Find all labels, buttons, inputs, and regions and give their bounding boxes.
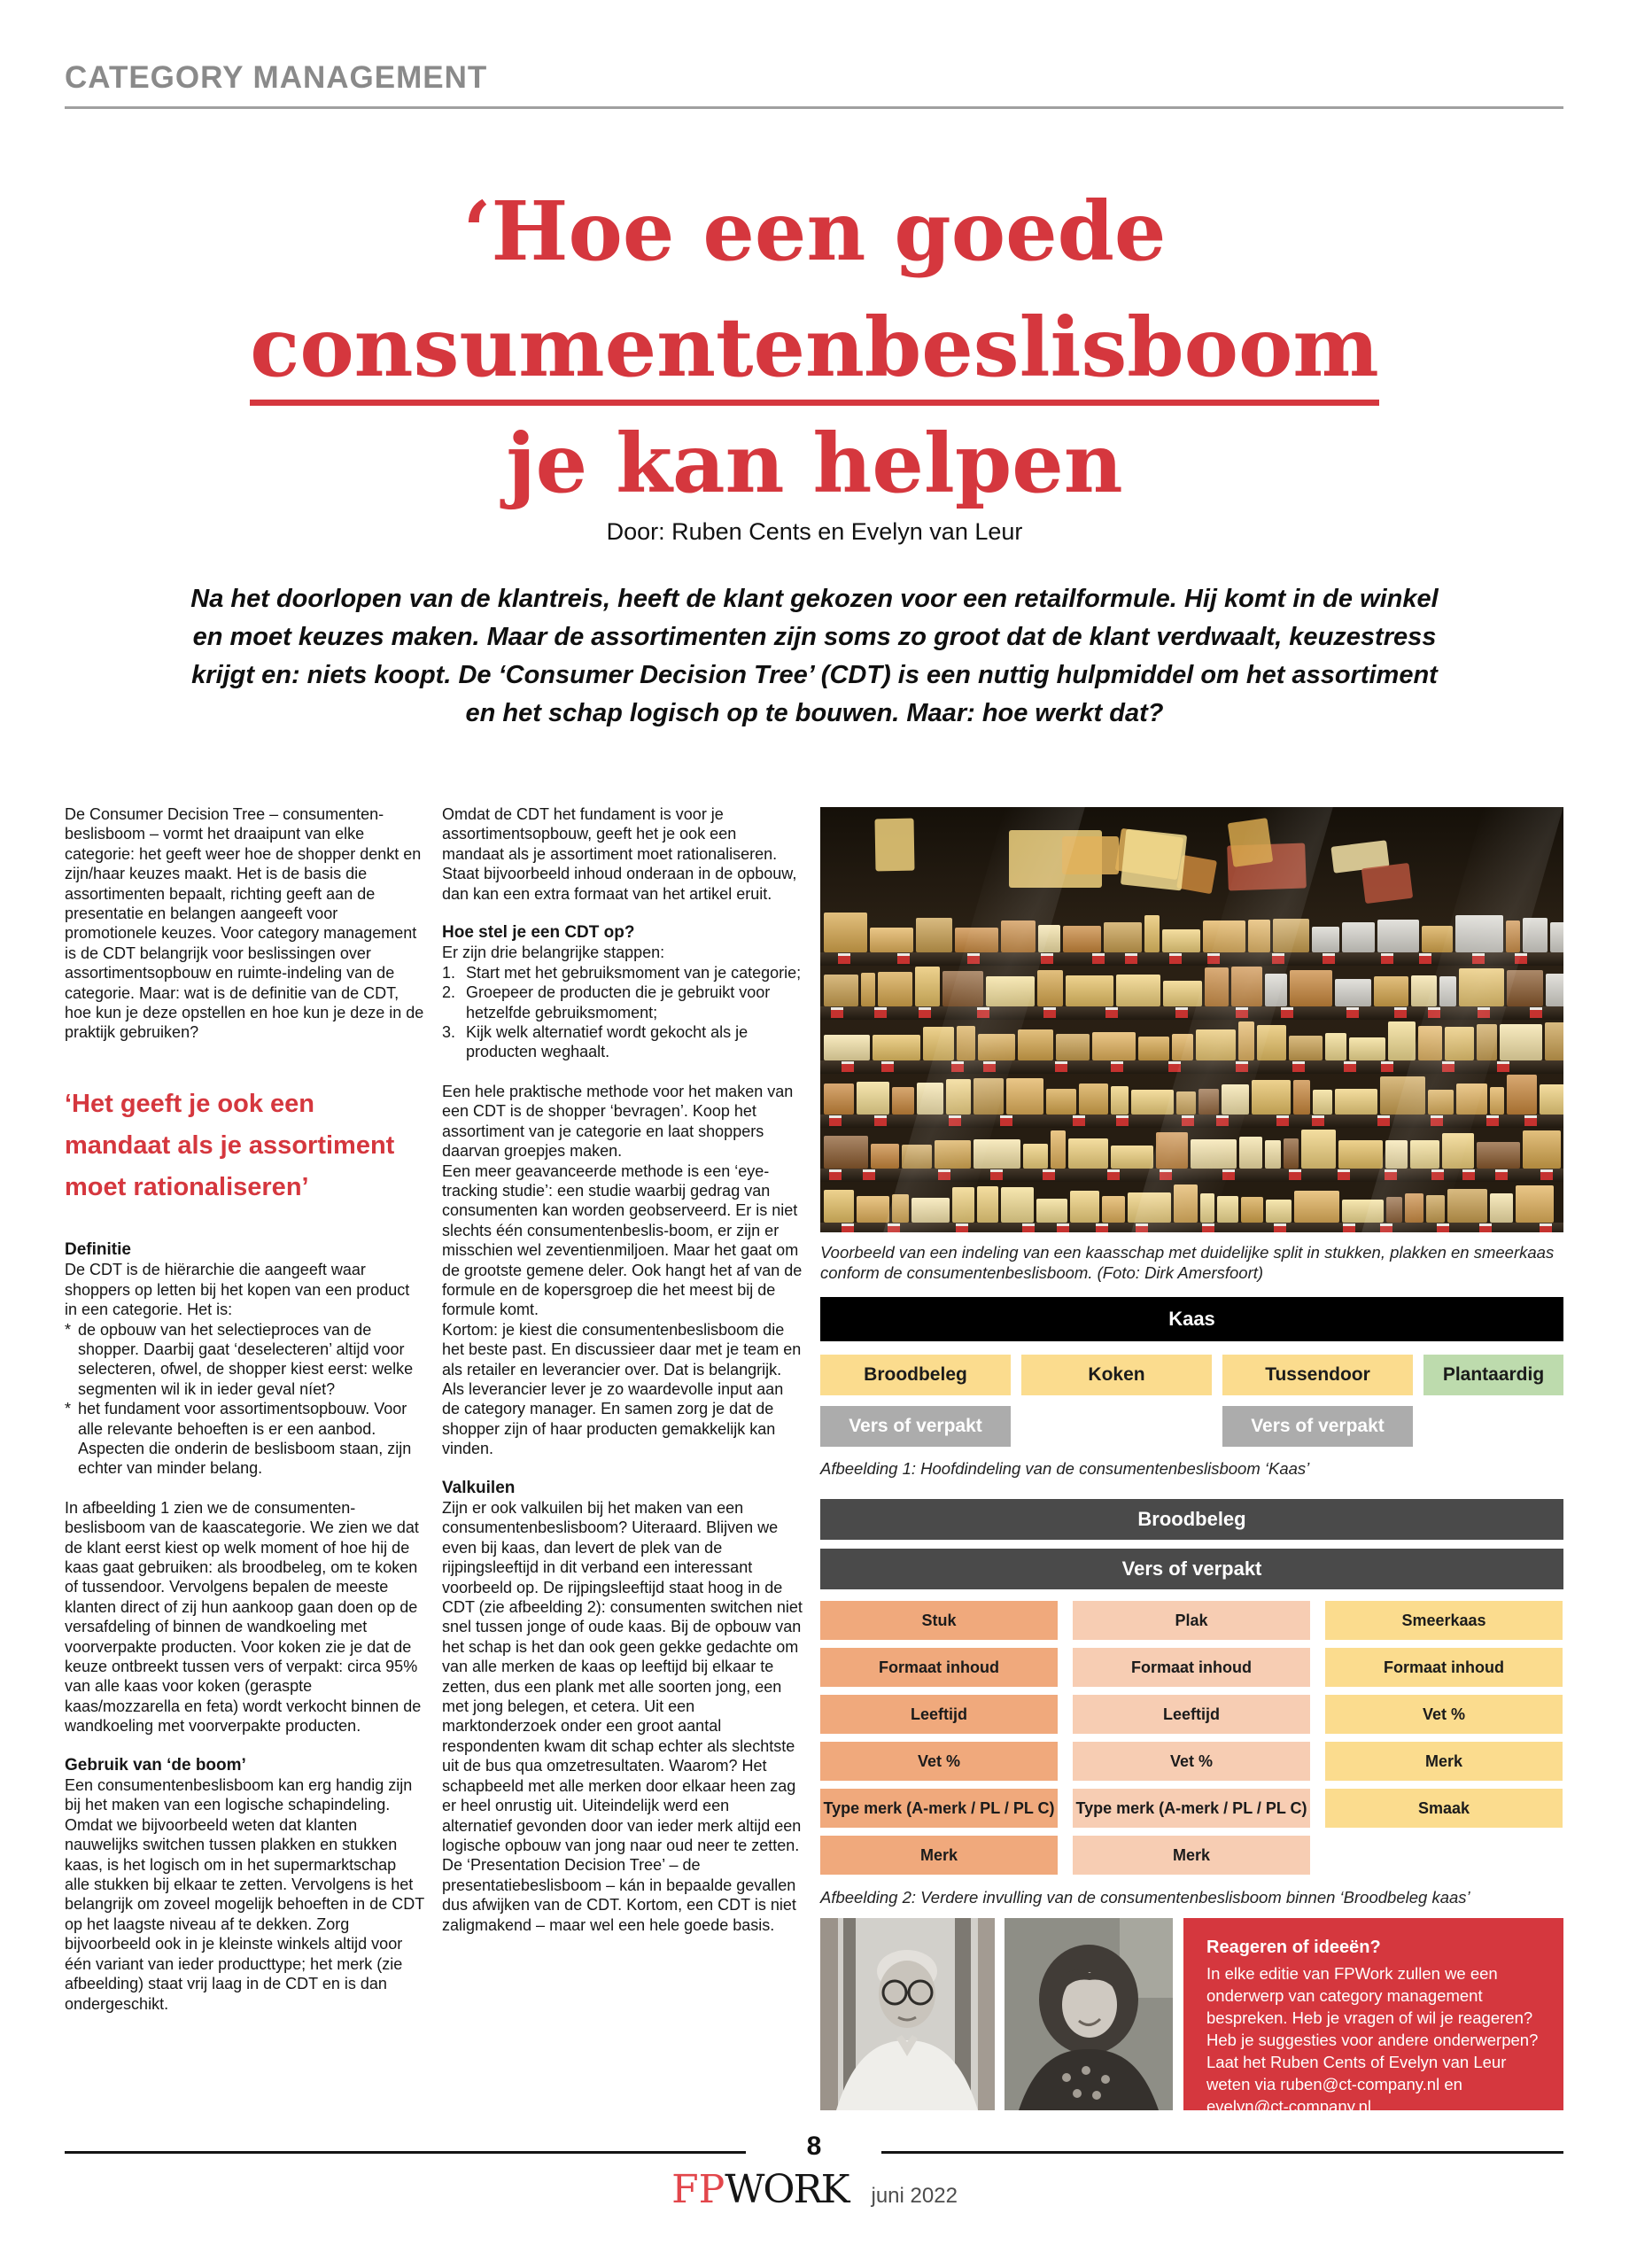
figure2-cell: Plak [1073,1601,1310,1640]
byline: Door: Ruben Cents en Evelyn van Leur [606,518,1023,545]
paragraph: Een meer geavanceerde methode is een ‘eye-tracking studie’: een studie waarbij gedrag van consumenten kan worden geobserveerd. Er is niet slechts één consumentenbeslis-boom, er zijn er misschien wel zeventienmiljoen. Maar het gaat om de grootste gemene deler. Ook hangt het af van de formule en de kopersgroep die het meest bij de formule komt. [442,1161,803,1319]
page-number: 8 [806,2132,822,2161]
paragraph: De CDT is de hiërarchie die aangeeft waar shoppers op letten bij het kopen van een product in een categorie. Het is: [65,1261,410,1319]
paragraph: De Consumer Decision Tree – consumenten-beslisboom – vormt het draaipunt van elke categorie: het geeft weer hoe de shopper denkt en zijn/haar keuzes maakt. Het is de basis die assortimenten bepaalt, richting geeft aan de presentatie en belangen aangeeft voor promotionele keuzes. Voor category management is de CDT belangrijk voor beslissingen over assortimentsopbouw en ruimte-indeling van de categorie. Maar: wat is de definitie van de CDT, hoe kun je deze opstellen en hoe kun je deze in de praktijk gebruiken? [65,805,424,1042]
figure2-cell: Type merk (A-merk / PL / PL C) [820,1789,1058,1828]
bullet-text: het fundament voor assortimentsopbouw. Voor alle relevante behoeften is er een aanbod. Aspecten die onderin de beslisboom staan, zijn echter van minder belang. [78,1400,412,1478]
figure1-level1-row [820,1355,1563,1395]
title-line-2 [0,290,1629,406]
bullet-marker: * [65,1400,72,1418]
portrait-ruben-photo [820,1918,995,2110]
steps-intro: Er zijn drie belangrijke stappen: [442,944,665,962]
paragraph: Omdat de CDT het fundament is voor je assortimentsopbouw, geeft het je ook een mandaat als je assortiment moet rationaliseren. Staat bijvoorbeeld inhoud onderaan in de opbouw, dan kan een extra formaat van het artikel eruit. [442,805,797,903]
figure1-node: Plantaardig [1423,1355,1563,1395]
figure2-empty-cell [1325,1836,1563,1875]
figure2-cell: Type merk (A-merk / PL / PL C) [1073,1789,1310,1828]
heading-gebruik: Gebruik van ‘de boom’ [65,1755,246,1775]
figure2-cell: Vet % [1325,1695,1563,1734]
contact-box-title: Reageren of ideeën? [1206,1938,1381,1957]
body-column-2 [442,804,803,1935]
heading-definitie: Definitie [65,1239,131,1259]
figure2-cell: Smaak [1325,1789,1563,1828]
contact-box [1183,1918,1563,2116]
portrait-man-graphic [820,1918,995,2110]
heading-cdt-op: Hoe stel je een CDT op? [442,923,635,943]
article-title [0,174,1629,522]
portrait-evelyn-photo [1005,1918,1173,2110]
list-text: Groepeer de producten die je gebruikt voor hetzelfde gebruiksmoment; [466,983,771,1021]
figure1-node: Broodbeleg [820,1355,1011,1395]
pull-quote: ‘Het geeft je ook een mandaat als je assortiment moet rationaliseren’ [65,1089,395,1201]
paragraph: Zijn er ook valkuilen bij het maken van een consumentenbeslisboom? Uiteraard. Blijven we even bij kaas, dan levert de plek van de rijpingsleeftijd in dit verband een interessant voorbeeld op. De rijpingsleeftijd staat hoog in de CDT (zie afbeelding 2): consumenten switchen niet snel tussen jonge of oude kaas. Bij de opbouw van het schap is het dan ook geen gekke gedachte om van alle merken de kaas op leeftijd bij elkaar te zetten, dus een plank met alle soorten jong, een met jong belegen, et cetera. Uit een marktonderzoek onder een groot aantal respondenten kwam dit schap echter als slechtste uit de bus qua omzetresultaten. Waarom? Het schapbeeld met alle merken door elkaar heen zag er heel onrustig uit. Uiteindelijk werd een alternatief gevonden door van ieder merk altijd een logische opbouw van jong naar oud neer te zetten. De ‘Presentation Decision Tree’ – de presentatiebeslisboom – kán in bepaalde gevallen dus afwijken van de CDT. Kortom, een CDT is niet zaligmakend – maar wel een hele goede basis. [442,1499,803,1934]
fpwork-logo-work: WORK [725,2167,849,2212]
issue-date: juni 2022 [871,2184,958,2208]
figure2-cell: Merk [820,1836,1058,1875]
figure2-cdt-broodbeleg [820,1499,1563,1875]
figure2-cell: Vet % [1073,1742,1310,1781]
list-number: 2. [442,983,456,1002]
figure2-cell: Formaat inhoud [1325,1648,1563,1687]
figure2-header: Broodbeleg [820,1499,1563,1540]
portrait-woman-graphic [1005,1918,1173,2110]
figure2-cell: Formaat inhoud [820,1648,1058,1687]
list-number: 3. [442,1023,456,1042]
bullet-item [65,1399,425,1479]
figure2-cell: Formaat inhoud [1073,1648,1310,1687]
figure2-cell: Smeerkaas [1325,1601,1563,1640]
cheese-shelf-photo [820,807,1563,1232]
footer-logo-row [0,2167,1629,2212]
numbered-list [442,963,803,1062]
figure1-cdt-kaas [820,1297,1563,1447]
list-text: Kijk welk alternatief wordt gekocht als je producten weghaalt. [466,1023,749,1061]
body-column-1 [65,804,425,2014]
figure2-cell: Leeftijd [1073,1695,1310,1734]
figure2-cell: Merk [1325,1742,1563,1781]
heading-valkuilen: Valkuilen [442,1478,516,1497]
list-item [442,1022,803,1062]
bullet-text: de opbouw van het selectieproces van de shopper. Daarbij gaat ‘deselecteren’ altijd voor selecteren, ofwel, de shopper kiest eerst: welke segmenten wil ik in ieder geval níet? [78,1320,414,1398]
figure2-cell: Vet % [820,1742,1058,1781]
intro-paragraph: Na het doorlopen van de klantreis, heeft de klant gekozen voor een retailformule. Hij komt in de winkel en moet keuzes maken. Maar de assortimenten zijn soms zo groot dat de klant verdwaalt, keuzestress krijgt en: niets koopt. De ‘Consumer Decision Tree’ (CDT) is een nuttig hulpmiddel om het assortiment en het schap logisch op te bouwen. Maar: hoe werkt dat? [190,585,1439,727]
figure2-cell: Stuk [820,1601,1058,1640]
list-number: 1. [442,963,456,982]
figure1-node: Vers of verpakt [820,1406,1011,1447]
figure2-header: Vers of verpakt [820,1549,1563,1589]
section-kicker: CATEGORY MANAGEMENT [65,60,488,95]
figure1-level2-row [820,1406,1563,1447]
paragraph: Een consumentenbeslisboom kan erg handig zijn bij het maken van een logische schapindeling. Omdat we bijvoorbeeld weten dat klanten nauwelijks switchen tussen plakken en stukken kaas, is het logisch om in het supermarktschap alle stukken bij elkaar te zetten. Vervolgens is het belangrijk om zoveel mogelijk behoeften in de CDT op het laagste niveau af te dekken. Zorg bijvoorbeeld ook in je kleinste winkels altijd voor één variant van ieder producttype; het merk (zie afbeelding) staat vrij laag in de CDT en is dan ondergeschikt. [65,1776,424,2013]
contact-box-body: In elke editie van FPWork zullen we een onderwerp van category management bespreken. Heb je vragen of wil je reageren? Heb je suggesties voor andere onderwerpen? Laat het Ruben Cents of Evelyn van Leur weten via ruben@ct-company.nl en evelyn@ct-company.nl. [1206,1964,1539,2116]
figure1-node: Koken [1021,1355,1212,1395]
bullet-item [65,1320,425,1400]
paragraph: In afbeelding 1 zien we de consumenten-beslisboom van de kaascategorie. We zien we dat de klant eerst kiest op welk moment of hoe hij de kaas gaat gebruiken: als broodbeleg, om te koken of tussendoor. Vervolgens bepalen de meeste klanten direct of zij hun aankoop gaan doen op de versafdeling of binnen de wandkoeling met voorverpakte producten. Voor koken zie je dat de keuze ontbreekt tussen vers of verpakt: circa 95% van alle kaas voor koken (geraspte kaas/mozzarella en feta) wordt verkocht binnen de wandkoeling met voorverpakte producten. [65,1498,422,1736]
list-item [442,963,803,983]
title-line-1: ‘Hoe een goede [462,183,1167,279]
footer-rule-right [881,2151,1563,2154]
kicker-rule [65,106,1563,109]
footer-rule-left [65,2151,746,2154]
figure1-caption: Afbeelding 1: Hoofdindeling van de consumentenbeslisboom ‘Kaas’ [820,1459,1310,1478]
photo-caption: Voorbeeld van een indeling van een kaasschap met duidelijke split in stukken, plakken en smeerkaas conform de consumentenbeslisboom. (Foto: Dirk Amersfoort) [820,1243,1555,1282]
bullet-marker: * [65,1320,72,1339]
figure2-cell: Merk [1073,1836,1310,1875]
figure1-node: Vers of verpakt [1222,1406,1413,1447]
list-item [442,983,803,1022]
fpwork-logo-fp: FP [671,2167,725,2212]
figure1-root-node: Kaas [820,1297,1563,1341]
paragraph: Kortom: je kiest die consumentenbeslisboom die het beste past. En discussieer daar met je team en als retailer en leverancier over. Dat is belangrijk. Als leverancier lever je zo waardevolle input aan de category manager. En samen zorg je dat de shopper zijn of haar producten gemakkelijk kan vinden. [442,1320,802,1458]
figure2-grid [820,1601,1563,1875]
paragraph: Een hele praktische methode voor het maken van een CDT is de shopper ‘bevragen’. Koop het assortiment van je categorie en laat shoppers daarvan groepjes maken. [442,1082,794,1161]
title-line-3: je kan helpen [506,416,1123,511]
figure2-caption: Afbeelding 2: Verdere invulling van de consumentenbeslisboom binnen ‘Broodbeleg kaas’ [820,1888,1470,1907]
figure2-cell: Leeftijd [820,1695,1058,1734]
list-text: Start met het gebruiksmoment van je categorie; [466,963,802,982]
title-underlined-word: consumentenbeslisboom [250,299,1378,406]
figure1-node: Tussendoor [1222,1355,1413,1395]
